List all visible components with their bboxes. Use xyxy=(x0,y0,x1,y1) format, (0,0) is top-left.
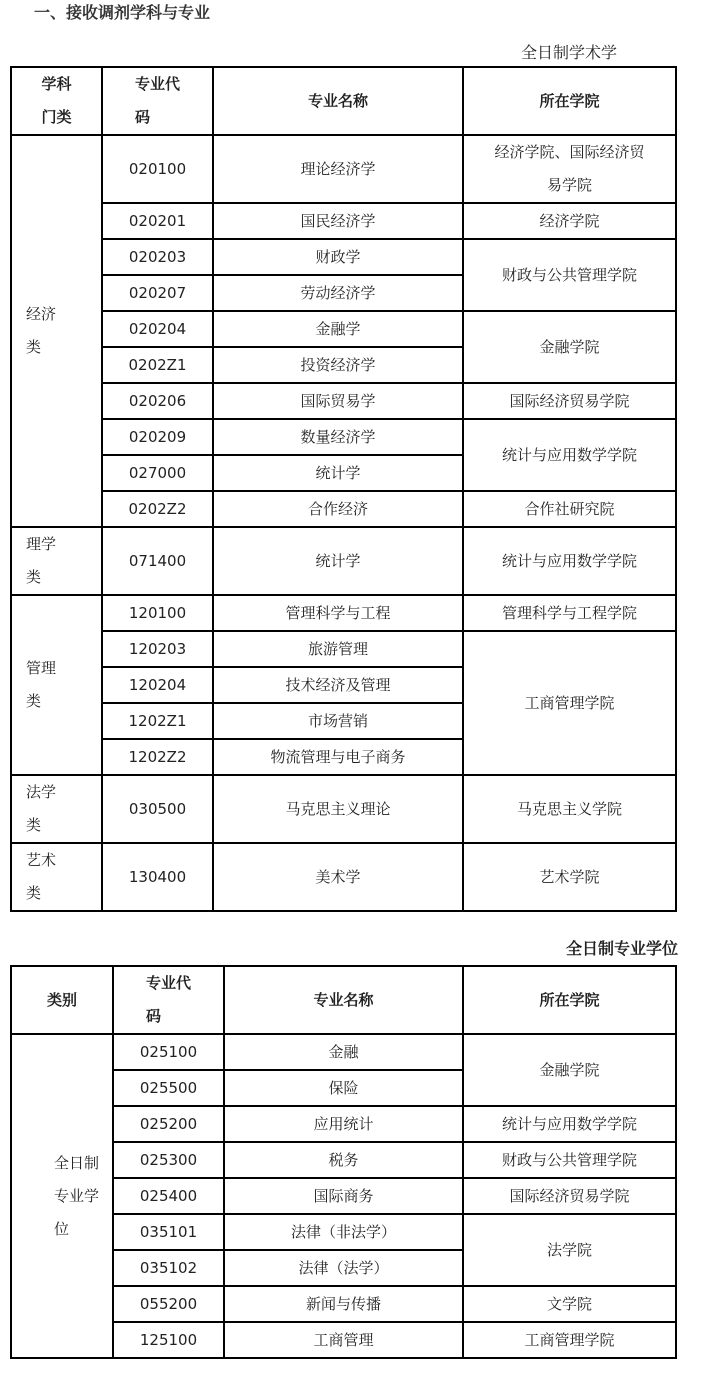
major-code: 0202Z1 xyxy=(102,347,213,383)
school-name: 艺术学院 xyxy=(463,843,676,911)
major-code: 120204 xyxy=(102,667,213,703)
school-name: 统计与应用数学学院 xyxy=(463,1106,676,1142)
major-name: 工商管理 xyxy=(224,1322,463,1358)
table-row xyxy=(11,775,676,843)
header-school: 所在学院 xyxy=(463,67,676,135)
major-name: 法律（法学） xyxy=(224,1250,463,1286)
school-name: 经济学院 xyxy=(463,203,676,239)
school-name: 金融学院 xyxy=(463,311,676,383)
major-name: 国际商务 xyxy=(224,1178,463,1214)
major-name: 管理科学与工程 xyxy=(213,595,463,631)
header-school: 所在学院 xyxy=(463,966,676,1034)
table-row xyxy=(11,239,676,275)
school-name: 文学院 xyxy=(463,1286,676,1322)
major-name: 新闻与传播 xyxy=(224,1286,463,1322)
major-name: 马克思主义理论 xyxy=(213,775,463,843)
school-name: 国际经济贸易学院 xyxy=(463,1178,676,1214)
major-code: 0202Z2 xyxy=(102,491,213,527)
category-sci: 理学 类 xyxy=(11,527,102,595)
major-name: 国民经济学 xyxy=(213,203,463,239)
major-name: 市场营销 xyxy=(213,703,463,739)
school-name: 统计与应用数学学院 xyxy=(463,419,676,491)
major-name: 法律（非法学） xyxy=(224,1214,463,1250)
school-name: 经济学院、国际经济贸 易学院 xyxy=(463,135,676,203)
major-code: 1202Z1 xyxy=(102,703,213,739)
school-name: 统计与应用数学学院 xyxy=(463,527,676,595)
major-name: 美术学 xyxy=(213,843,463,911)
major-name: 理论经济学 xyxy=(213,135,463,203)
major-name: 金融学 xyxy=(213,311,463,347)
school-name: 财政与公共管理学院 xyxy=(463,239,676,311)
category-fulltime-professional: 全日制 专业学 位 xyxy=(11,1034,113,1358)
major-name: 投资经济学 xyxy=(213,347,463,383)
school-name: 工商管理学院 xyxy=(463,631,676,775)
major-name: 合作经济 xyxy=(213,491,463,527)
school-name: 合作社研究院 xyxy=(463,491,676,527)
major-code: 125100 xyxy=(113,1322,224,1358)
school-name: 工商管理学院 xyxy=(463,1322,676,1358)
major-name: 财政学 xyxy=(213,239,463,275)
table-row xyxy=(11,311,676,347)
academic-degree-table xyxy=(10,66,677,912)
major-code: 020100 xyxy=(102,135,213,203)
major-name: 技术经济及管理 xyxy=(213,667,463,703)
major-code: 035102 xyxy=(113,1250,224,1286)
table-row xyxy=(11,419,676,455)
school-name: 法学院 xyxy=(463,1214,676,1286)
table1-caption: 全日制学术学 xyxy=(521,43,618,62)
header-name: 专业名称 xyxy=(213,67,463,135)
table-header-row xyxy=(11,966,676,1034)
major-code: 020209 xyxy=(102,419,213,455)
table-row xyxy=(11,843,676,911)
major-code: 025500 xyxy=(113,1070,224,1106)
professional-degree-table xyxy=(10,965,677,1359)
category-law: 法学 类 xyxy=(11,775,102,843)
major-code: 025200 xyxy=(113,1106,224,1142)
major-code: 020206 xyxy=(102,383,213,419)
header-name: 专业名称 xyxy=(224,966,463,1034)
category-mgmt: 管理 类 xyxy=(11,595,102,775)
table-row xyxy=(11,631,676,667)
table-row xyxy=(11,491,676,527)
major-code: 027000 xyxy=(102,455,213,491)
table-row xyxy=(11,1034,676,1070)
major-name: 保险 xyxy=(224,1070,463,1106)
major-name: 国际贸易学 xyxy=(213,383,463,419)
major-name: 统计学 xyxy=(213,527,463,595)
category-art: 艺术 类 xyxy=(11,843,102,911)
major-code: 020203 xyxy=(102,239,213,275)
major-name: 旅游管理 xyxy=(213,631,463,667)
major-code: 020204 xyxy=(102,311,213,347)
header-code: 专业代 码 xyxy=(102,67,213,135)
major-name: 金融 xyxy=(224,1034,463,1070)
major-code: 025300 xyxy=(113,1142,224,1178)
school-name: 国际经济贸易学院 xyxy=(463,383,676,419)
major-code: 055200 xyxy=(113,1286,224,1322)
header-category: 学科 门类 xyxy=(11,67,102,135)
school-name: 金融学院 xyxy=(463,1034,676,1106)
table-row xyxy=(11,527,676,595)
table-row xyxy=(11,595,676,631)
major-name: 税务 xyxy=(224,1142,463,1178)
school-name: 马克思主义学院 xyxy=(463,775,676,843)
major-code: 1202Z2 xyxy=(102,739,213,775)
table-row xyxy=(11,383,676,419)
major-code: 030500 xyxy=(102,775,213,843)
table-header-row xyxy=(11,67,676,135)
major-code: 020207 xyxy=(102,275,213,311)
school-name: 财政与公共管理学院 xyxy=(463,1142,676,1178)
major-code: 120100 xyxy=(102,595,213,631)
major-name: 统计学 xyxy=(213,455,463,491)
table-row xyxy=(11,203,676,239)
header-category: 类别 xyxy=(11,966,113,1034)
table-row xyxy=(11,135,676,203)
major-name: 劳动经济学 xyxy=(213,275,463,311)
major-code: 120203 xyxy=(102,631,213,667)
school-name: 管理科学与工程学院 xyxy=(463,595,676,631)
major-code: 035101 xyxy=(113,1214,224,1250)
major-code: 020201 xyxy=(102,203,213,239)
header-code: 专业代 码 xyxy=(113,966,224,1034)
category-econ: 经济 类 xyxy=(11,135,102,527)
major-code: 025400 xyxy=(113,1178,224,1214)
major-code: 130400 xyxy=(102,843,213,911)
major-name: 物流管理与电子商务 xyxy=(213,739,463,775)
major-name: 应用统计 xyxy=(224,1106,463,1142)
page-heading: 一、接收调剂学科与专业 xyxy=(34,3,211,22)
major-name: 数量经济学 xyxy=(213,419,463,455)
table2-caption: 全日制专业学位 xyxy=(566,939,679,958)
major-code: 025100 xyxy=(113,1034,224,1070)
major-code: 071400 xyxy=(102,527,213,595)
